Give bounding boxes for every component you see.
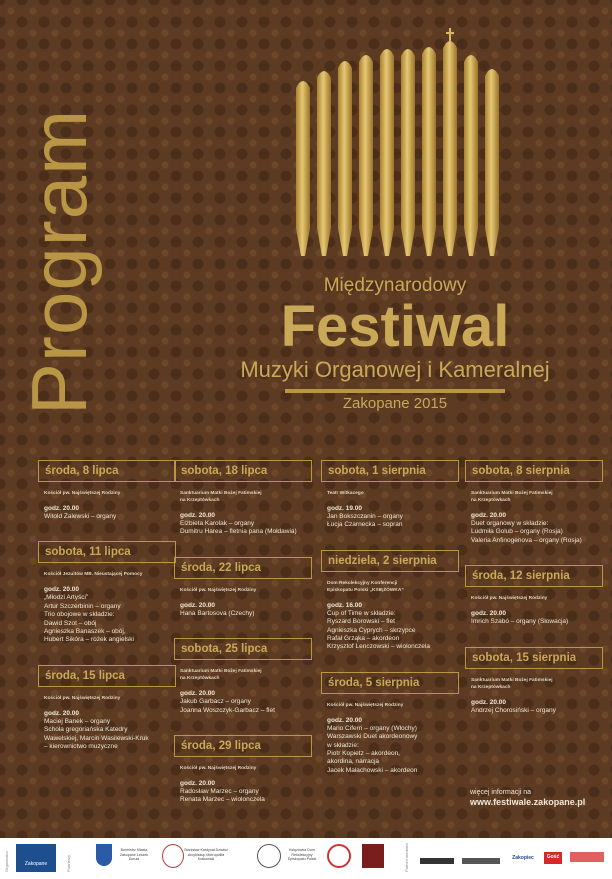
event-time: godz. 20.00 (180, 512, 216, 519)
event-date: środa, 15 lipca (38, 665, 176, 687)
event-performer: Piotr Kopietz – akordeon, (327, 750, 400, 758)
website-link[interactable]: www.festiwale.zakopane.pl (470, 797, 586, 807)
event-time: godz. 19.00 (327, 505, 363, 512)
label-media: Patroni medialni (404, 843, 409, 872)
event-date: środa, 5 sierpnia (321, 672, 459, 694)
schedule-column-1 (38, 460, 176, 771)
event-date: środa, 22 lipca (174, 557, 312, 579)
event-time: godz. 20.00 (44, 505, 80, 512)
event-performer: w składzie: (327, 741, 359, 749)
organ-pipe (422, 47, 436, 256)
event-performer: Ludmiła Golub – organy (Rosja) (471, 528, 563, 536)
event-venue: Sanktuarium Matki Bożej Fatimskiej (471, 677, 553, 683)
zakopane-logo-text: Zakopane (24, 861, 48, 867)
event-performer: Schola gregoriańska Katedry (44, 726, 128, 734)
gosc-logo-text: Gość (546, 854, 560, 860)
event-venue: Kościół pw. Najświętszej Rodziny (44, 491, 121, 496)
title-international: Międzynarodowy (323, 275, 467, 296)
gosc-logo (544, 852, 562, 864)
event-performer: Artur Szczerbinin – organy (44, 602, 121, 610)
event-time: godz. 20.00 (327, 716, 363, 724)
event-performer: Warszawski Duet akordeonowy (327, 733, 418, 741)
event-date: środa, 8 lipca (38, 460, 176, 482)
event-performer: Ryszard Borowski – flet (327, 618, 395, 626)
event-date: sobota, 18 lipca (174, 460, 312, 482)
event-performer: Jacek Małachowski – akordeon (327, 766, 418, 774)
event-time: godz. 20.00 (44, 709, 80, 717)
event-date: środa, 29 lipca (174, 735, 312, 757)
event-venue: Kościół pw. Najświętszej Rodziny (180, 587, 257, 593)
event-performer: Agnieszka Cyprych – skrzypce (327, 626, 416, 634)
organ-pipe (380, 49, 394, 256)
event-venue: na Krzeptówkach (471, 498, 511, 503)
event-venue: Episkopatu Polski „KSIĘŻÓWKA” (327, 587, 404, 593)
event-time: godz. 16.00 (327, 601, 363, 609)
event-performer: Dumitru Harea – fletnia pana (Mołdawia) (180, 528, 297, 536)
event-performer: Hana Bartosova (Czechy) (180, 609, 255, 617)
circle-logo-icon (327, 844, 351, 868)
event-performer: Łucja Czarnecka – sopran (327, 521, 403, 529)
seal-icon (257, 844, 281, 868)
coat-of-arms-icon (96, 844, 112, 866)
event (174, 460, 312, 549)
organ-pipe (338, 61, 352, 256)
event-venue: Sanktuarium Matki Bożej Fatimskiej (180, 491, 262, 496)
event-time: godz. 20.00 (180, 690, 216, 698)
event-performer: Hubert Sikóra – rożek angielski (44, 636, 134, 644)
event-date: środa, 12 sierpnia (465, 565, 603, 587)
title-place: Zakopane 2015 (335, 395, 455, 412)
event-date: niedziela, 2 sierpnia (321, 550, 459, 572)
organ-pipe (296, 81, 310, 256)
organ-pipe (443, 41, 457, 256)
event-performer: Rafał Grząka – akordeon (327, 635, 400, 643)
event-time: godz. 20.00 (471, 610, 507, 618)
event-performer: Radosław Marzec – organy (180, 788, 259, 796)
event-venue: Kościół pw. Najświętszej Rodziny (327, 702, 404, 708)
event-performer: Dawid Szot – obój (44, 619, 97, 627)
event-time: godz. 20.00 (471, 698, 507, 706)
event (321, 550, 459, 664)
organ-pipe (485, 69, 499, 256)
more-info-text: więcej informacji na (470, 789, 532, 796)
event-venue: Dom Rekolekcyjny Konferencji (327, 580, 398, 586)
event-date: sobota, 15 sierpnia (465, 647, 603, 669)
event-performer: Valeria Anfinogenova – organy (Rosja) (471, 536, 582, 544)
program-heading: Program (15, 108, 103, 415)
event-venue: Sanktuarium Matki Bożej Fatimskiej (471, 491, 553, 496)
schedule-column-3 (321, 460, 459, 795)
event-performer: akordina, narracja (327, 758, 380, 766)
dom-logo: Księżówka Dom Rekolekcyjny Episkopatu Polski (287, 848, 317, 861)
event (174, 557, 312, 630)
schedule-column-4 (465, 460, 603, 735)
event (38, 665, 176, 764)
organ-pipe (317, 71, 331, 256)
event-date: sobota, 8 sierpnia (465, 460, 603, 482)
event-time: godz. 20.00 (180, 780, 216, 788)
title-music: Muzyki Organowej i Kameralnej (240, 357, 550, 382)
event (465, 460, 603, 557)
zakopiec-logo: Zakopiec (512, 855, 534, 861)
event-performer: Renata Marzec – wiolonczela (180, 796, 265, 804)
event-date: sobota, 11 lipca (38, 541, 176, 563)
event (38, 460, 176, 533)
media-logo-3 (570, 852, 604, 862)
event-venue: na Krzeptówkach (180, 676, 220, 682)
event-venue: na Krzeptówkach (471, 684, 511, 690)
label-partners: Partnerzy (66, 854, 71, 872)
media-logo-2 (462, 858, 500, 864)
event-performer: Wawelskiej, Marcin Wasilewski-Kruk (44, 734, 149, 742)
sponsor-footer (0, 838, 612, 879)
event-time: godz. 20.00 (471, 512, 507, 519)
red-emblem-icon (362, 844, 384, 868)
event-performer: Jakub Garbacz – organy (180, 698, 251, 706)
event (465, 565, 603, 638)
organ-pipes-icon (290, 28, 500, 268)
event-venue: Kościół pw. Najświętszej Rodziny (180, 766, 257, 772)
kardynal-logo: Stanisław Kardynał Dziwisz Arcybiskup Metropolita Krakowski (184, 848, 228, 861)
cross-icon (446, 28, 454, 42)
zakopane-logo (16, 844, 56, 872)
event-performer: – kierownictwo muzyczne (44, 743, 118, 751)
organ-pipe (464, 55, 478, 256)
label-organizer: Organizator (4, 851, 9, 872)
event-performer: Agnieszka Banaszek – obój, (44, 628, 126, 636)
event-performer: Trio obojowe w składzie: (44, 611, 115, 619)
event-performer: Andrzej Chorosiński – organy (471, 706, 556, 714)
event (321, 672, 459, 787)
event-performer: Joanna Woszczyk-Garbacz – flet (180, 706, 275, 714)
event-date: sobota, 25 lipca (174, 638, 312, 660)
event-performer: Maciej Banek – organy (44, 717, 111, 725)
event-date: sobota, 1 sierpnia (321, 460, 459, 482)
event-venue: Kościół pw. Najświętszej Rodziny (44, 695, 121, 701)
event-venue: Kościół Jezuitów MB. Nieustającej Pomocy (44, 572, 143, 578)
event-time: godz. 20.00 (180, 601, 216, 609)
organ-pipe (401, 49, 415, 256)
more-info (470, 788, 610, 808)
event-venue: na Krzeptówkach (180, 498, 220, 503)
title-festival: Festiwal (280, 294, 510, 359)
festival-title (195, 275, 595, 412)
event (174, 638, 312, 727)
organ-pipe (359, 55, 373, 256)
event (321, 460, 459, 542)
event-time: godz. 20.00 (44, 586, 80, 594)
event-performer: Witold Zalewski – organy (44, 513, 117, 520)
event-performer: Krzysztof Lenczowski – wiolonczela (327, 643, 430, 651)
event-performer: Elżbieta Karolak – organy (180, 520, 255, 527)
event (174, 735, 312, 817)
event-performer: „Młodzi Artyści” (44, 594, 89, 602)
schedule-column-2 (174, 460, 312, 825)
burmistrz-logo: Burmistrz Miasta Zakopane Leszek Dorula (119, 848, 149, 861)
event-performer: Imrich Szabó – organy (Słowacja) (471, 618, 569, 626)
event (465, 647, 603, 727)
event (38, 541, 176, 656)
event-venue: Kościół pw. Najświętszej Rodziny (471, 596, 548, 602)
event-performer: Mario Ciferri – organy (Włochy) (327, 724, 417, 732)
event-performer: Duet organowy w składzie: (471, 520, 549, 527)
media-logo-1 (420, 858, 454, 864)
event-performer: Cup of Time w składzie: (327, 609, 396, 617)
event-venue: Sanktuarium Matki Bożej Fatimskiej (180, 669, 262, 675)
event-venue: Teatr Witkacego (327, 491, 364, 496)
event-performer: Jan Bokszczanin – organy (327, 513, 403, 520)
archdiocese-emblem-icon (162, 844, 184, 868)
